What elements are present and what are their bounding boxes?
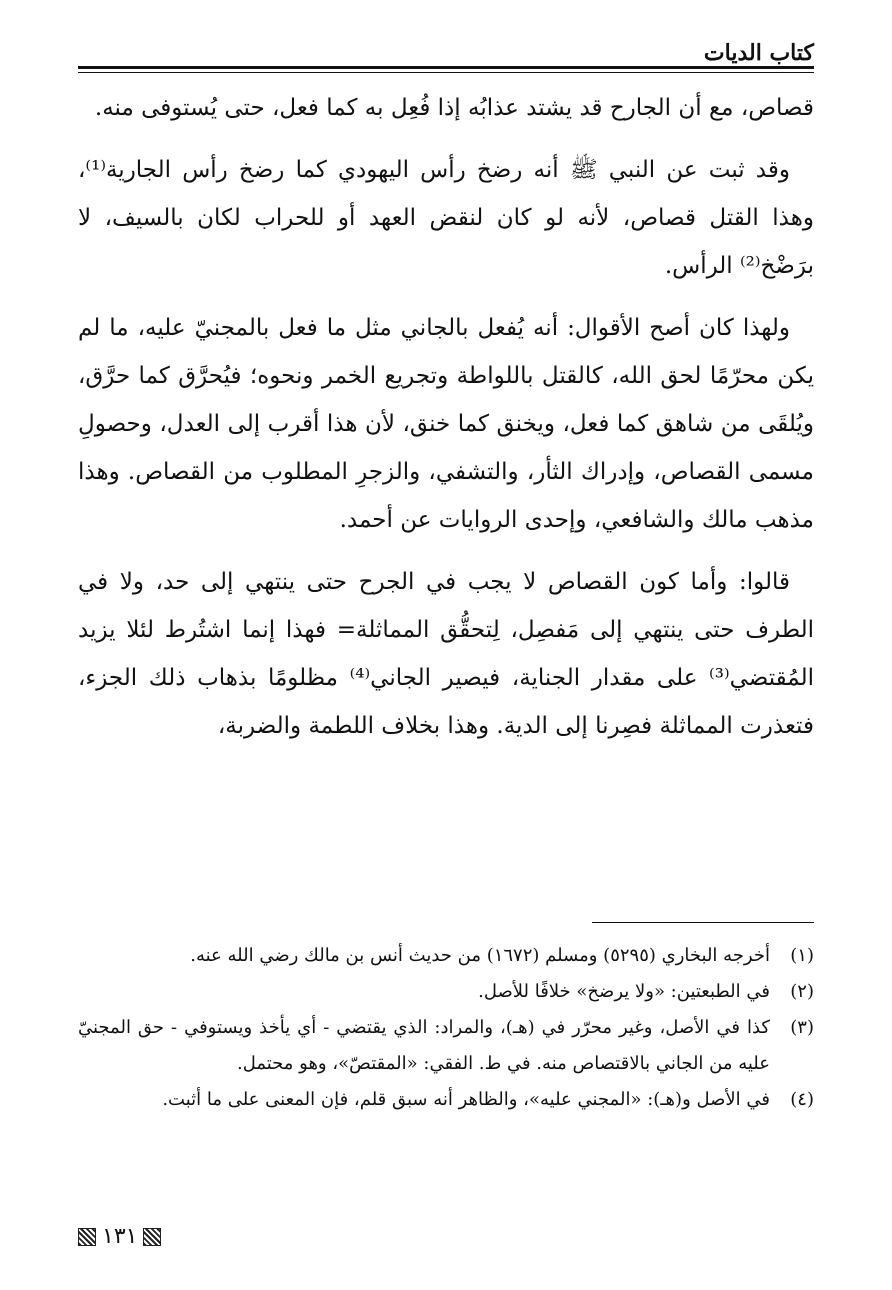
footnote-text: أخرجه البخاري (٥٢٩٥) ومسلم (١٦٧٢) من حديث أنس بن مالك رضي الله عنه. — [190, 945, 770, 966]
footnote-number: (٤) — [790, 1089, 814, 1110]
paragraph: قالوا: وأما كون القصاص لا يجب في الجرح حتى ينتهي إلى حد، ولا في الطرف حتى ينتهي إلى مَفصِل، لِتحقُّق المماثلة= فهذا إنما اشتُرط لئلا يزيد المُقتضي⁽³⁾ على مقدار الجناية، فيصير الجاني⁽⁴⁾ مظلومًا بذهاب ذلك الجزء، فتعذرت المماثلة فصِرنا إلى الدية. وهذا بخلاف اللطمة والضربة، — [78, 569, 814, 739]
ornament-icon — [143, 1228, 161, 1246]
footnote — [78, 938, 814, 974]
footnote-separator — [592, 922, 814, 923]
page-title: كتاب الديات — [703, 40, 814, 66]
main-text — [78, 84, 814, 764]
header-rule-thin — [78, 72, 814, 73]
footnote — [78, 1082, 814, 1118]
footnote-number: (١) — [790, 945, 814, 966]
footnote-number: (٣) — [790, 1017, 814, 1038]
paragraph: ولهذا كان أصح الأقوال: أنه يُفعل بالجاني مثل ما فعل بالمجنيّ عليه، ما لم يكن محرّمًا لحق الله، كالقتل باللواطة وتجريع الخمر ونحوه؛ فيُحرَّق كما حرَّق، ويُلقَى من شاهق كما فعل، ويخنق كما خنق، لأن هذا أقرب إلى العدل، وحصولِ مسمى القصاص، وإدراك الثأر، والتشفي، والزجرِ المطلوب من القصاص. وهذا مذهب مالك والشافعي، وإحدى الروايات عن أحمد. — [78, 315, 814, 533]
footnote-text: في الأصل و(هـ): «المجني عليه»، والظاهر أنه سبق قلم، فإن المعنى على ما أثبت. — [162, 1089, 770, 1110]
ornament-icon — [78, 1228, 96, 1246]
footnote-text: في الطبعتين: «ولا يرضخ» خلافًا للأصل. — [478, 981, 770, 1002]
footnote-text: كذا في الأصل، وغير محرّر في (هـ)، والمراد: الذي يقتضي - أي يأخذ ويستوفي - حق المجنيّ عليه من الجاني بالاقتصاص منه. في ط. الفقي: «المقتصّ»، وهو محتمل. — [78, 1017, 770, 1074]
paragraph: قصاص، مع أن الجارح قد يشتد عذابُه إذا فُعِل به كما فعل، حتى يُستوفى منه. — [94, 95, 814, 121]
footnote-number: (٢) — [790, 981, 814, 1002]
paragraph: وقد ثبت عن النبي ﷺ أنه رضخ رأس اليهودي كما رضخ رأس الجارية⁽¹⁾، وهذا القتل قصاص، لأنه لو كان لنقض العهد أو للحراب لكان بالسيف، لا برَضْخ⁽²⁾ الرأس. — [78, 157, 814, 279]
footnote — [78, 974, 814, 1010]
footnote — [78, 1010, 814, 1082]
page-number: ١٣١ — [102, 1224, 138, 1249]
header-rule-thick — [78, 66, 814, 69]
page-number-block — [78, 1222, 161, 1252]
running-header — [78, 38, 814, 68]
footnotes — [78, 938, 814, 1118]
